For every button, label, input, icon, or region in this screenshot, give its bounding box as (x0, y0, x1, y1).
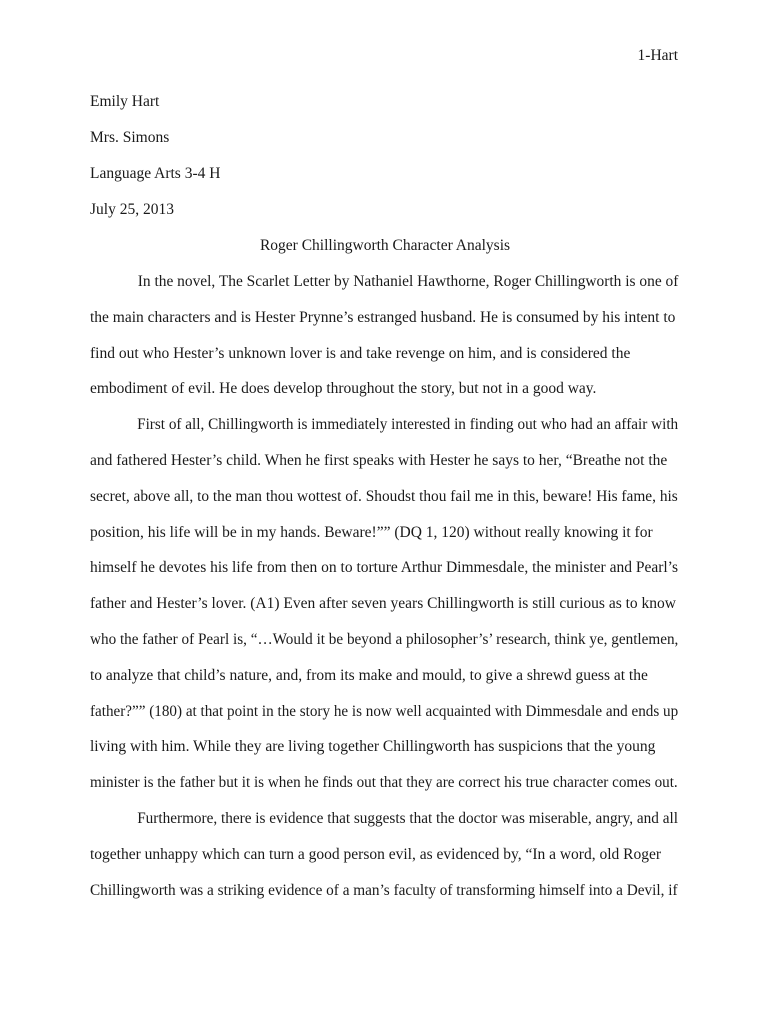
mla-heading (90, 92, 680, 236)
text-line: Furthermore, there is evidence that suggests that the doctor was miserable, angry, and all (137, 809, 678, 827)
essay-body (90, 272, 680, 916)
text-line: In the novel, The Scarlet Letter by Nathaniel Hawthorne, Roger Chillingworth is one of (137, 273, 679, 290)
course-name: Language Arts 3-4 H (90, 165, 221, 182)
text-line: find out who Hester’s unknown lover is and take revenge on him, and is considered the (90, 344, 631, 362)
student-name: Emily Hart (90, 93, 160, 110)
essay-title: Roger Chillingworth Character Analysis (259, 237, 511, 254)
text-line: and fathered Hester’s child. When he first speaks with Hester he says to her, “Breathe not the (90, 451, 668, 469)
text-line: minister is the father but it is when he finds out that they are correct his true character comes out. (90, 774, 678, 792)
text-line: First of all, Chillingworth is immediately interested in finding out who had an affair with (137, 416, 679, 434)
essay-date: July 25, 2013 (90, 201, 174, 218)
running-head: 1-Hart (637, 47, 678, 64)
text-line: living with him. While they are living together Chillingworth has suspicions that the young (90, 738, 656, 756)
text-line: secret, above all, to the man thou wottest of. Shoudst thou fail me in this, beware! His fame, his (90, 487, 678, 505)
text-line: the main characters and is Hester Prynne’s estranged husband. He is consumed by his intent to (90, 308, 676, 326)
text-line: position, his life will be in my hands. Beware!”” (DQ 1, 120) without really knowing it for (90, 523, 653, 541)
text-line: to analyze that child’s nature, and, from its make and mould, to give a shrewd guess at the (90, 666, 648, 684)
text-line: himself he devotes his life from then on to torture Arthur Dimmesdale, the minister and Pearl’s (90, 559, 679, 577)
text-line: father and Hester’s lover. (A1) Even after seven years Chillingworth is still curious as to know (90, 595, 676, 613)
text-line: together unhappy which can turn a good person evil, as evidenced by, “In a word, old Roger (90, 845, 662, 863)
text-line: Chillingworth was a striking evidence of a man’s faculty of transforming himself into a Devil, if (90, 881, 678, 899)
text-line: who the father of Pearl is, “…Would it be beyond a philosopher’s’ research, think ye, gentlemen, (90, 630, 679, 648)
text-line: embodiment of evil. He does develop throughout the story, but not in a good way. (90, 380, 597, 398)
text-line: father?”” (180) at that point in the story he is now well acquainted with Dimmesdale and ends up (90, 702, 679, 720)
teacher-name: Mrs. Simons (90, 129, 170, 146)
